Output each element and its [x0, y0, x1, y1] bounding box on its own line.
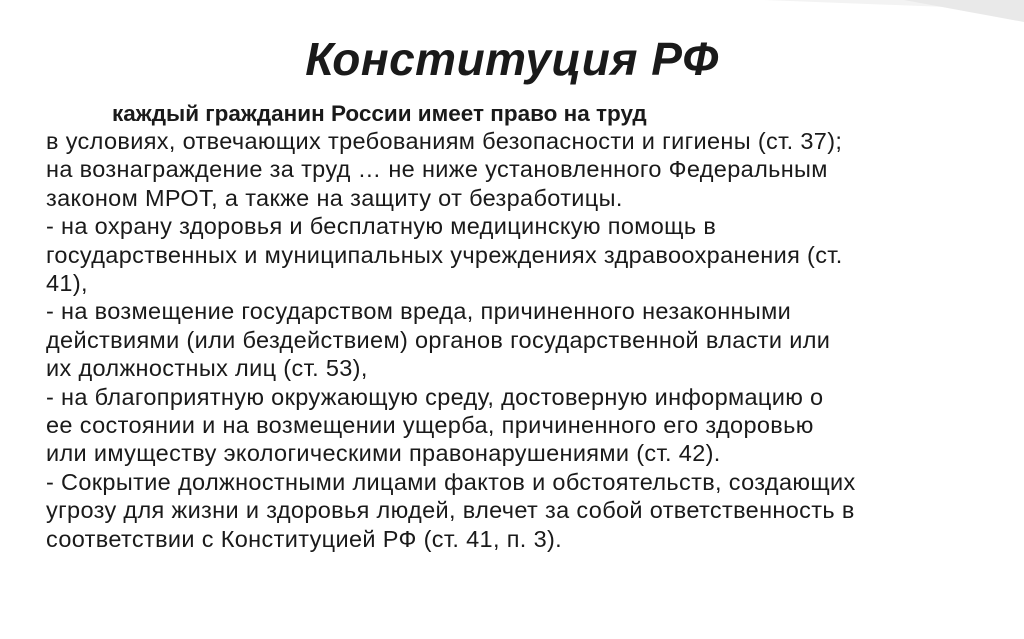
body-line: на вознаграждение за труд … не ниже установленного Федеральным — [46, 156, 828, 183]
body-line: или имуществу экологическими правонарушениями (ст. 42). — [46, 440, 721, 467]
body-line: соответствии с Конституцией РФ (ст. 41, п. 3). — [46, 525, 563, 552]
corner-decoration — [904, 0, 1024, 22]
body-line: ее состоянии и на возмещении ущерба, причиненного его здоровью — [46, 412, 814, 439]
slide-subtitle: каждый гражданин России имеет право на труд — [112, 101, 647, 126]
body-line: в условиях, отвечающих требованиям безопасности и гигиены (ст. 37); — [46, 128, 843, 154]
body-line: - на охрану здоровья и бесплатную медицинскую помощь в — [46, 213, 717, 240]
body-line: действиями (или бездействием) органов государственной власти или — [46, 326, 831, 353]
body-line: - Сокрытие должностными лицами фактов и обстоятельств, создающих — [46, 468, 856, 495]
body-line: законом МРОТ, а также на защиту от безработицы. — [46, 184, 623, 211]
slide-title: Конституция РФ — [305, 33, 719, 85]
body-line: государственных и муниципальных учреждениях здравоохранения (ст. — [46, 241, 843, 268]
body-line: их должностных лиц (ст. 53), — [46, 355, 368, 382]
body-line: угрозу для жизни и здоровья людей, влечет за собой ответственность в — [46, 497, 855, 524]
body-line: - на возмещение государством вреда, причиненного незаконными — [46, 298, 792, 325]
body-line: - на благоприятную окружающую среду, достоверную информацию о — [46, 383, 824, 410]
body-line: 41), — [46, 270, 88, 297]
slide-body — [46, 127, 1016, 553]
